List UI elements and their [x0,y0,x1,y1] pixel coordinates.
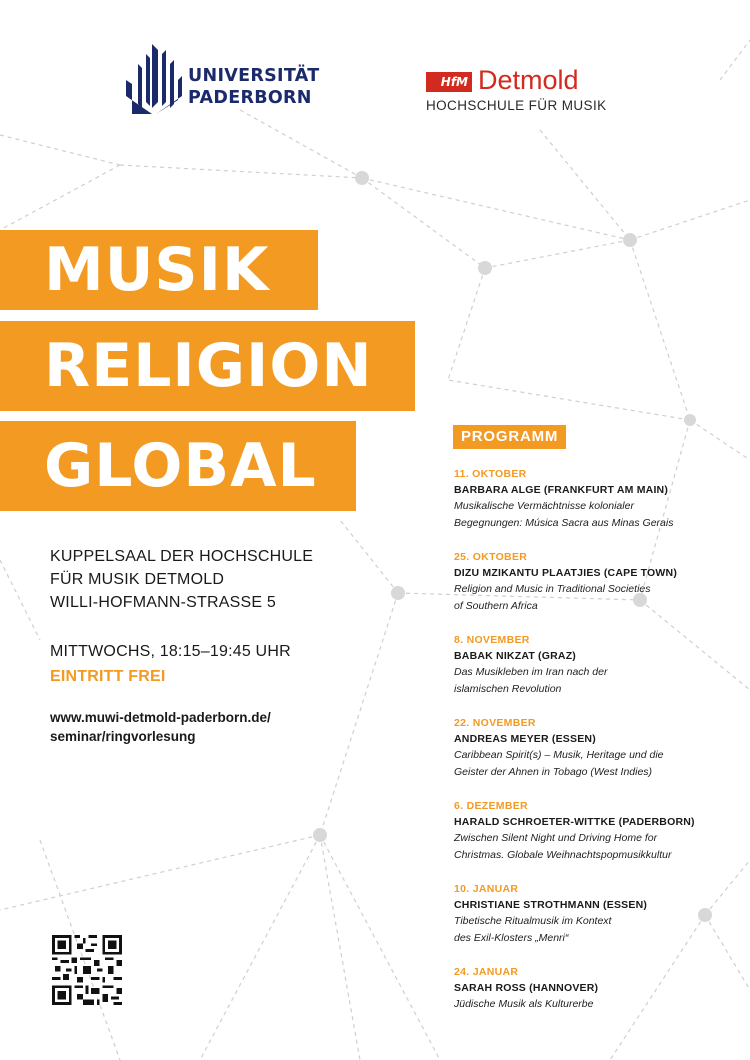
event-speaker: SARAH ROSS (HANNOVER) [454,982,599,994]
event-speaker: BABAK NIKZAT (GRAZ) [454,650,577,662]
event-title: islamischen Revolution [454,682,562,695]
universitaet-paderborn-logo [122,44,342,119]
event-title: Begegnungen: Música Sacra aus Minas Gerais [454,516,674,529]
title-religion: RELIGION [0,321,415,411]
event-date: 6. DEZEMBER [454,800,528,812]
event-title: Das Musikleben im Iran nach der [454,666,608,678]
hfm-badge: HfM [426,72,472,92]
list-item [454,798,744,881]
list-item [454,715,744,798]
event-title: Christmas. Globale Weihnachtspopmusikkultur [454,848,672,861]
venue-address [50,545,313,614]
list-item [454,881,744,964]
event-date: 8. NOVEMBER [454,634,530,646]
event-title: Zwischen Silent Night und Driving Home for [454,832,658,844]
upb-emblem-icon [122,44,182,119]
title-musik: MUSIK [0,230,318,310]
list-item [454,632,744,715]
venue-line: FÜR MUSIK DETMOLD [50,571,225,588]
event-time: MITTWOCHS, 18:15–19:45 UHR [50,643,291,660]
programm-heading: PROGRAMM [453,425,566,449]
upb-line1: UNIVERSITÄT [188,66,320,86]
event-speaker: HARALD SCHROETER-WITTKE (PADERBORN) [454,816,695,828]
programm-list [454,466,744,1047]
event-title: Geister der Ahnen in Tobago (West Indies) [454,765,653,778]
url-line1: www.muwi-detmold-paderborn.de/ [50,710,271,725]
website-link[interactable] [50,708,271,746]
title-global: GLOBAL [0,421,356,511]
event-speaker: ANDREAS MEYER (ESSEN) [454,733,596,745]
event-title: Jüdische Musik als Kulturerbe [454,998,594,1010]
list-item [454,964,744,1047]
event-title: Caribbean Spirit(s) – Musik, Heritage und die [454,749,664,761]
event-title: of Southern Africa [454,599,538,612]
list-item [454,466,744,549]
qr-code-icon [52,935,122,1005]
event-date: 22. NOVEMBER [454,717,536,729]
event-speaker: CHRISTIANE STROTHMANN (ESSEN) [454,899,648,911]
event-date: 10. JANUAR [454,883,519,895]
event-speaker: DIZU MZIKANTU PLAATJIES (CAPE TOWN) [454,567,678,579]
event-speaker: BARBARA ALGE (FRANKFURT AM MAIN) [454,484,669,496]
event-title: Tibetische Ritualmusik im Kontext [454,915,612,927]
upb-line2: PADERBORN [188,88,312,108]
event-title: Religion and Music in Traditional Societies [454,583,651,595]
event-date: 11. OKTOBER [454,468,527,480]
event-date: 24. JANUAR [454,966,519,978]
venue-line: WILLI-HOFMANN-STRASSE 5 [50,594,276,611]
venue-line: KUPPELSAAL DER HOCHSCHULE [50,548,314,565]
entry-free: EINTRITT FREI [50,668,166,685]
list-item [454,549,744,632]
hfm-subtitle: HOCHSCHULE FÜR MUSIK [426,98,607,113]
event-date: 25. OKTOBER [454,551,528,563]
hfm-detmold-logo [426,65,636,120]
url-line2: seminar/ringvorlesung [50,729,196,744]
event-title: des Exil-Klosters „Menri“ [454,931,569,944]
event-title: Musikalische Vermächtnisse kolonialer [454,500,634,512]
hfm-name: Detmold [478,65,579,95]
